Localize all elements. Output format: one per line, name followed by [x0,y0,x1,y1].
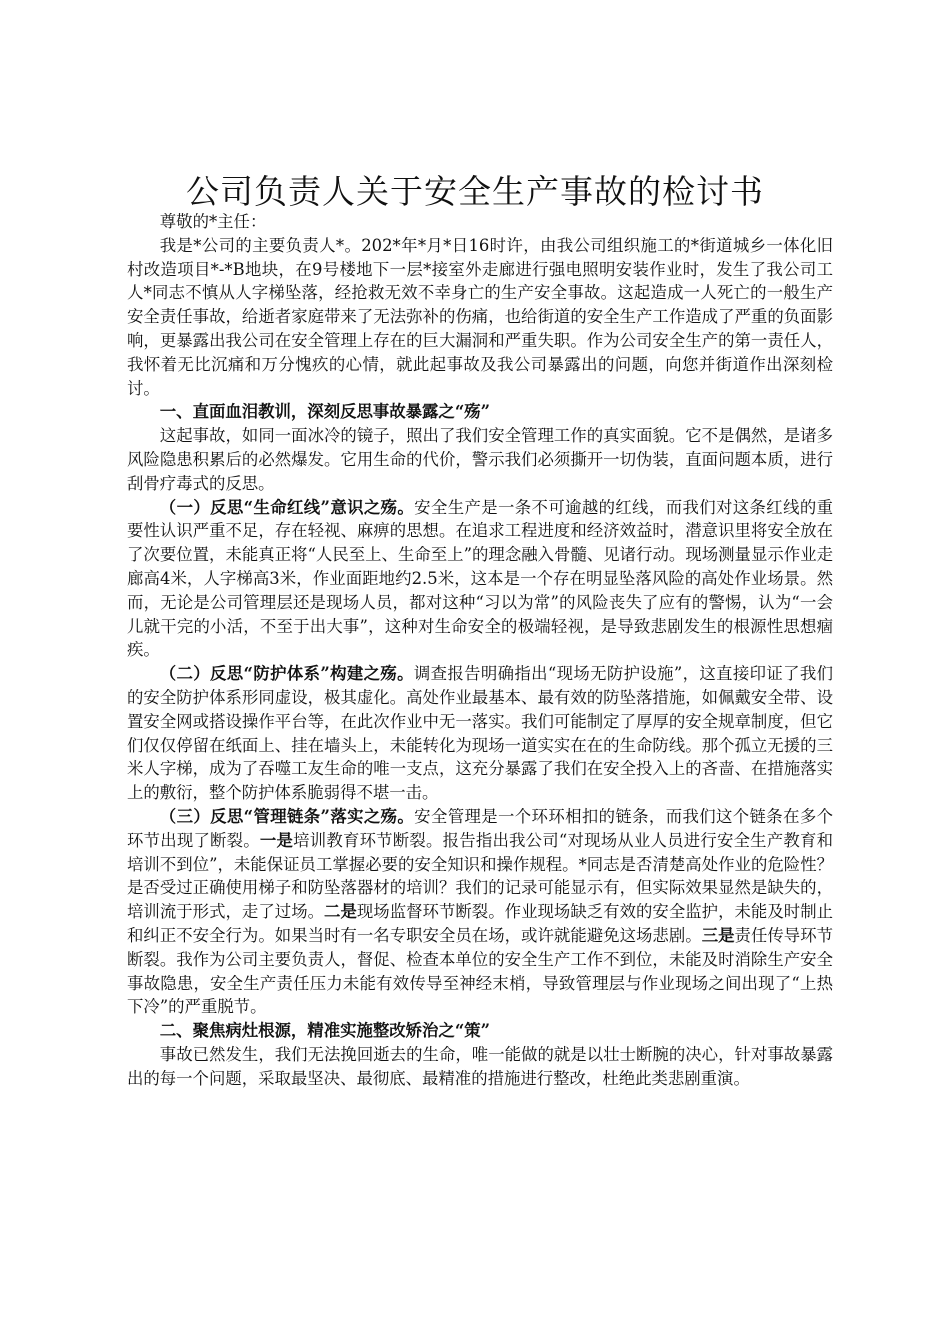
item-3-b-lead: 一是 [259,830,294,850]
document-body [127,210,833,1090]
item-3-lead: （三）反思“管理链条”落实之殇。 [159,806,415,826]
section-2-heading: 二、聚焦病灶根源，精准实施整改矫治之“策” [159,1021,491,1041]
item-3-d-lead: 三是 [701,925,735,945]
item-1-text: 安全生产是一条不可逾越的红线，而我们对这条红线的重要性认识严重不足，存在轻视、麻痹的思想。在追求工程进度和经济效益时，潜意识里将安全放在了次要位置，未能真正将“人民至上、生命至上”的理念融入骨髓、见诸行动。现场测量显示作业走廊高4米，人字梯高3米，作业面距地约2.5米，这本是一个存在明显坠落风险的高处作业场景。然而，无论是公司管理层还是现场人员，都对这种“习以为常”的风险丧失了应有的警惕，认为“一会儿就干完的小活，不至于出大事”，这种对生命安全的极端轻视，是导致悲剧发生的根源性思想痼疾。 [127,497,834,660]
section-1-item-1 [127,496,833,663]
item-2-text: 调查报告明确指出“现场无防护设施”，这直接印证了我们的安全防护体系形同虚设，极其虚化。高处作业最基本、最有效的防坠落措施，如佩戴安全带、设置安全网或搭设操作平台等，在此次作业中无一落实。我们可能制定了厚厚的安全规章制度，但它们仅仅停留在纸面上、挂在墙头上，未能转化为现场一道实实在在的生命防线。那个孤立无援的三米人字梯，成为了吞噬工友生命的唯一支点，这充分暴露了我们在安全投入上的吝啬、在措施落实上的敷衍，整个防护体系脆弱得不堪一击。 [127,664,833,803]
intro-paragraph: 我是*公司的主要负责人*。202*年*月*日16时许，由我公司组织施工的*街道城乡一体化旧村改造项目*-*B地块，在9号楼地下一层*接室外走廊进行强电照明安装作业时，发生了我公司工人*同志不慎从人字梯坠落，经抢救无效不幸身亡的生产安全事故。这起造成一人死亡的一般生产安全责任事故，给逝者家庭带来了无法弥补的伤痛，也给街道的安全生产工作造成了严重的负面影响，更暴露出我公司在安全管理上存在的巨大漏洞和严重失职。作为公司安全生产的第一责任人，我怀着无比沉痛和万分愧疚的心情，就此起事故及我公司暴露出的问题，向您并街道作出深刻检讨。 [127,235,833,398]
item-3-c-lead: 二是 [324,902,357,922]
document-title: 公司负责人关于安全生产事故的检讨书 [186,172,764,211]
section-1-item-3 [127,805,833,1019]
item-3-text-c: 现场监督环节断裂。作业现场缺乏有效的安全监护，未能及时制止和纠正不安全行为。如果当时有一名专职安全员在场，或许就能避免这场悲剧。 [127,902,834,945]
item-3-text-b: 培训教育环节断裂。报告指出我公司“对现场从业人员进行安全生产教育和培训不到位”，未能保证员工掌握必要的安全知识和操作规程。*同志是否清楚高处作业的危险性？是否受过正确使用梯子和防坠落器材的培训？我们的记录可能显示有，但实际效果显然是缺失的，培训流于形式，走了过场。 [127,830,834,922]
section-2-intro: 事故已然发生，我们无法挽回逝去的生命，唯一能做的就是以壮士断腕的决心，针对事故暴露出的每一个问题，采取最坚决、最彻底、最精准的措施进行整改，杜绝此类悲剧重演。 [127,1044,833,1088]
item-3-text-d: 责任传导环节断裂。我作为公司主要负责人，督促、检查本单位的安全生产工作不到位，未能及时消除生产安全事故隐患，安全生产责任压力未能有效传导至神经末梢，导致管理层与作业现场之间出现了“上热下冷”的严重脱节。 [127,925,834,1017]
item-1-lead: （一）反思“生命红线”意识之殇。 [159,497,415,517]
item-3-text-a: 安全管理是一个环环相扣的链条，而我们这个链条在多个环节出现了断裂。 [127,806,834,850]
section-1-item-2 [127,662,833,805]
item-2-lead: （二）反思“防护体系”构建之殇。 [159,664,414,684]
salutation: 尊敬的*主任： [159,212,267,231]
section-1-heading: 一、直面血泪教训，深刻反思事故暴露之“殇” [159,402,491,422]
section-1-intro: 这起事故，如同一面冰冷的镜子，照出了我们安全管理工作的真实面貌。它不是偶然，是诸多风险隐患积累后的必然爆发。它用生命的代价，警示我们必须撕开一切伪装，直面问题本质，进行刮骨疗毒式的反思。 [127,426,833,493]
